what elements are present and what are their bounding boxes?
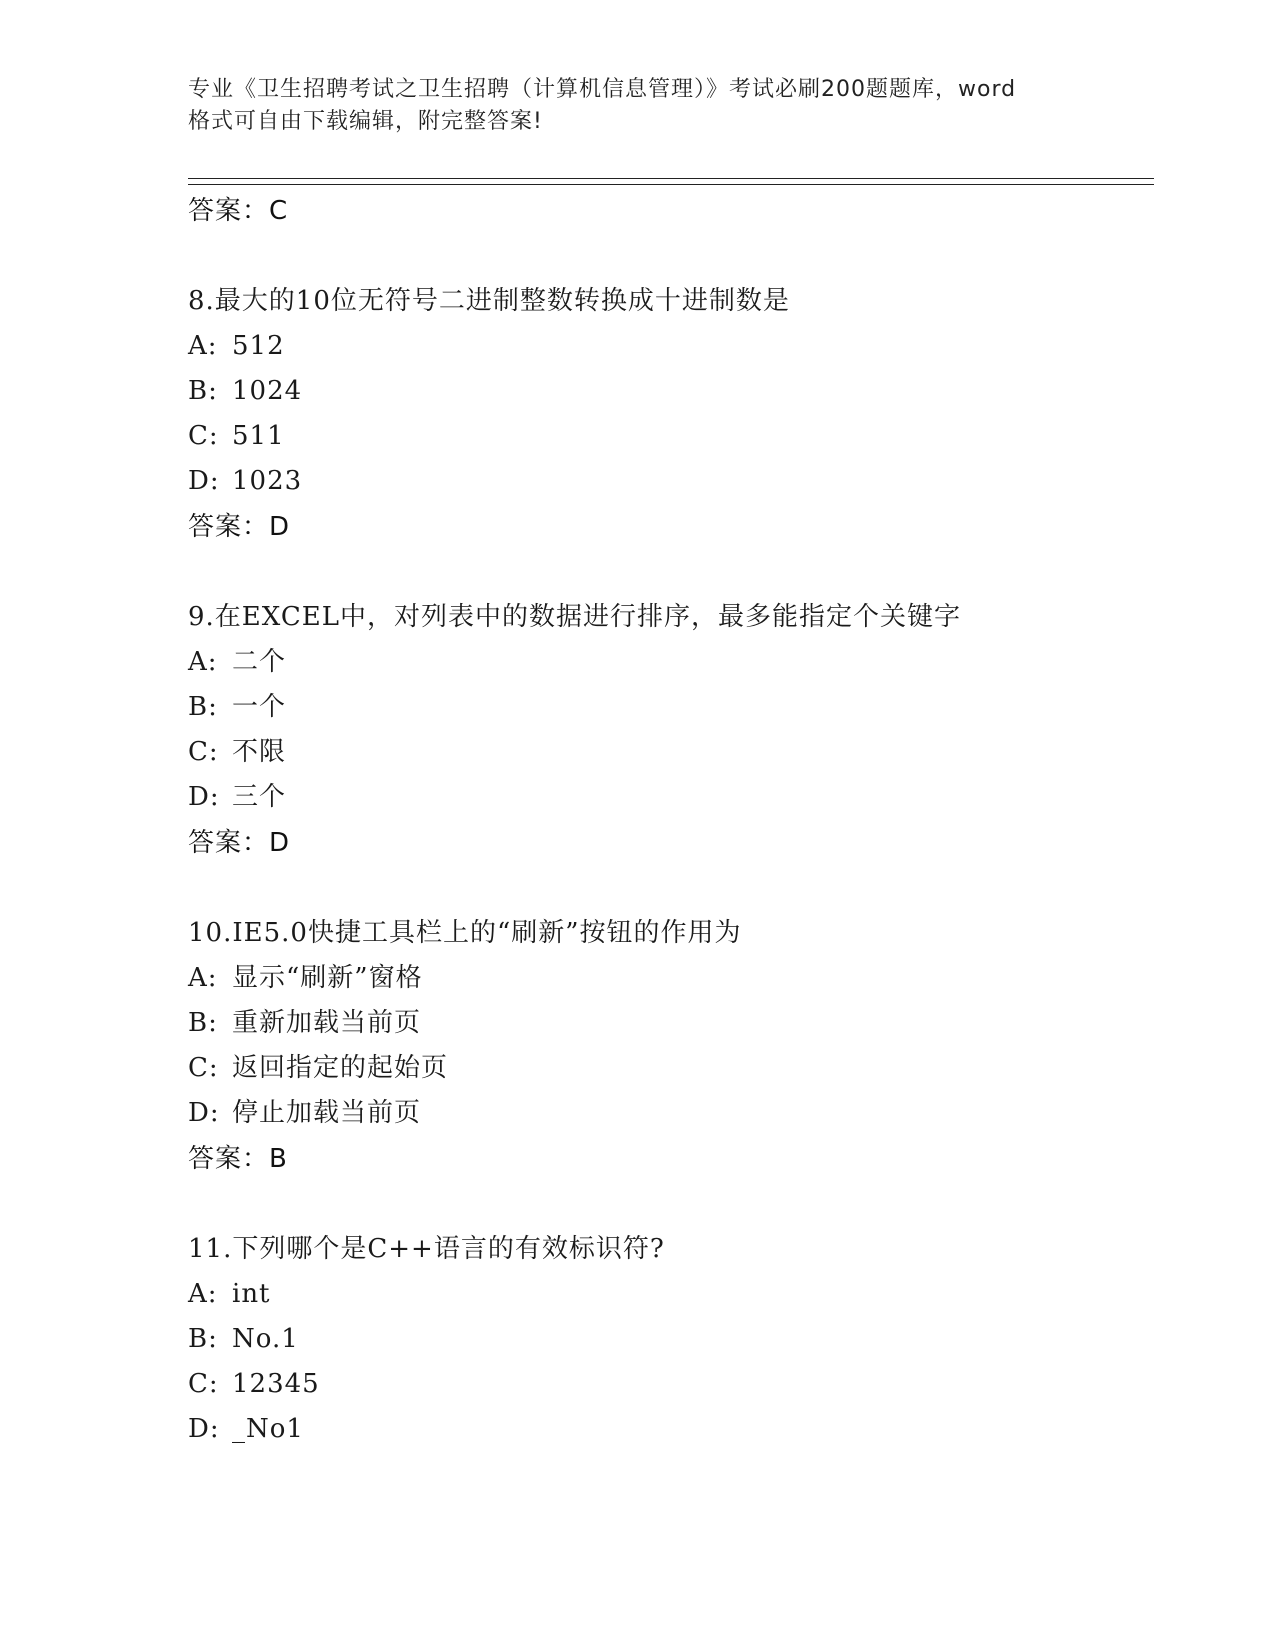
question-list <box>188 188 1148 1452</box>
question-block <box>188 278 1148 550</box>
document-header <box>188 74 1088 138</box>
question-block <box>188 594 1148 866</box>
option-text: int <box>232 1279 271 1309</box>
spacer <box>188 550 1148 594</box>
option-label: C: <box>188 1053 219 1083</box>
option-label: A: <box>188 331 218 361</box>
option-label: D: <box>188 1414 220 1444</box>
option-text: 512 <box>232 331 285 361</box>
spacer <box>188 234 1148 278</box>
spacer <box>188 1182 1148 1226</box>
option-a <box>188 956 1148 1001</box>
option-label: A: <box>188 647 218 677</box>
header-line-2: 格式可自由下载编辑，附完整答案! <box>188 109 543 134</box>
option-label: C: <box>188 1369 219 1399</box>
option-c <box>188 1362 1148 1407</box>
option-text: 停止加载当前页 <box>232 1098 422 1128</box>
option-text: 显示“刷新”窗格 <box>232 963 423 993</box>
option-text: 一个 <box>232 692 287 722</box>
option-b <box>188 1001 1148 1046</box>
option-a <box>188 640 1148 685</box>
option-text: 1024 <box>232 376 303 406</box>
question-block <box>188 1226 1148 1452</box>
option-label: D: <box>188 782 220 812</box>
option-text: 511 <box>232 421 285 451</box>
option-label: B: <box>188 376 218 406</box>
option-text: 不限 <box>232 737 287 767</box>
option-text: 重新加载当前页 <box>232 1008 422 1038</box>
option-label: D: <box>188 1098 220 1128</box>
option-label: A: <box>188 963 218 993</box>
option-c <box>188 1046 1148 1091</box>
option-c <box>188 730 1148 775</box>
question-block <box>188 910 1148 1182</box>
answer-line: 答案：D <box>188 512 291 542</box>
option-d <box>188 775 1148 820</box>
option-b <box>188 685 1148 730</box>
option-a <box>188 1272 1148 1317</box>
question-text: 10.IE5.0快捷工具栏上的“刷新”按钮的作用为 <box>188 918 742 948</box>
option-c <box>188 414 1148 459</box>
option-text: 二个 <box>232 647 287 677</box>
option-text: No.1 <box>232 1324 299 1354</box>
option-d <box>188 1407 1148 1452</box>
option-b <box>188 369 1148 414</box>
question-text: 8.最大的10位无符号二进制整数转换成十进制数是 <box>188 286 790 316</box>
option-a <box>188 324 1148 369</box>
option-d <box>188 1091 1148 1136</box>
question-text: 11.下列哪个是C++语言的有效标识符? <box>188 1234 665 1264</box>
option-label: D: <box>188 466 220 496</box>
option-label: C: <box>188 421 219 451</box>
header-divider <box>188 178 1154 185</box>
option-d <box>188 459 1148 504</box>
answer-line: 答案：B <box>188 1144 288 1174</box>
option-label: C: <box>188 737 219 767</box>
answer-line: 答案：D <box>188 828 291 858</box>
header-line-1: 专业《卫生招聘考试之卫生招聘（计算机信息管理）》考试必刷200题题库，word <box>188 77 1017 102</box>
spacer <box>188 866 1148 910</box>
answer-line: 答案：C <box>188 196 289 226</box>
option-text: _No1 <box>232 1414 304 1444</box>
option-text: 返回指定的起始页 <box>232 1053 449 1083</box>
option-label: A: <box>188 1279 218 1309</box>
option-label: B: <box>188 692 218 722</box>
option-text: 12345 <box>232 1369 320 1399</box>
option-label: B: <box>188 1008 218 1038</box>
option-label: B: <box>188 1324 218 1354</box>
option-text: 三个 <box>232 782 287 812</box>
question-text: 9.在EXCEL中，对列表中的数据进行排序，最多能指定个关键字 <box>188 602 961 632</box>
option-b <box>188 1317 1148 1362</box>
option-text: 1023 <box>232 466 303 496</box>
